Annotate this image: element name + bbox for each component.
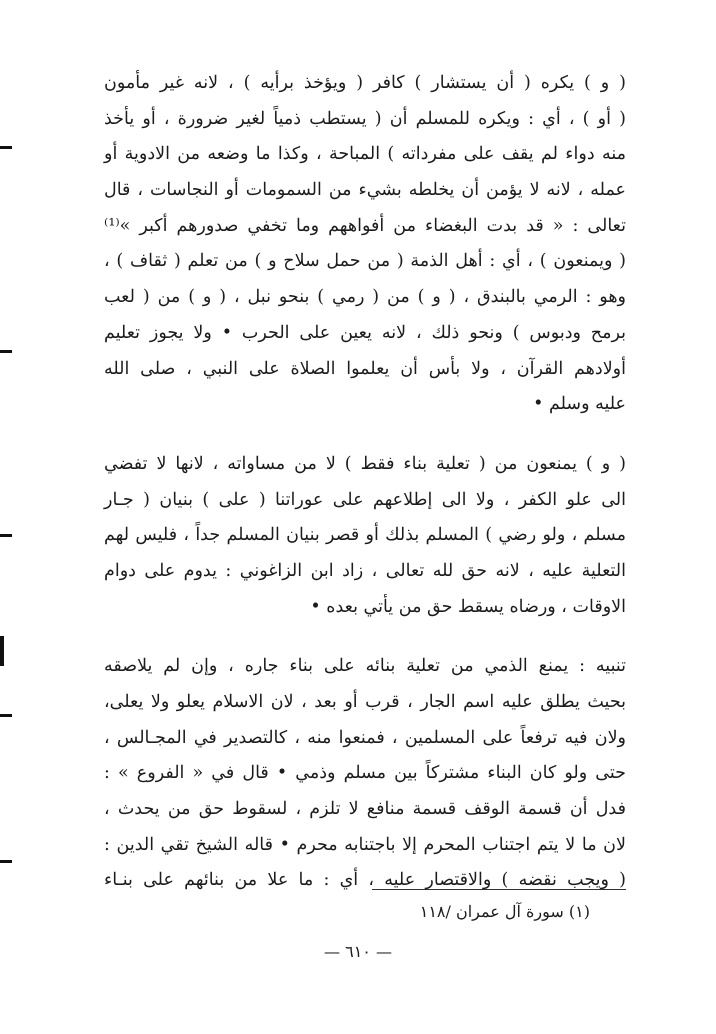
text-line: تعالى : « قد بدت البغضاء من أفواههم وما تخفي صدورهم أكبر »⁽¹⁾ <box>104 215 626 236</box>
text-line: منه دواء لم يقف على مفرداته ) المباحة ، وكذا ما وضعه من الادوية أو <box>104 144 626 165</box>
scan-edge-mark <box>0 350 12 353</box>
scan-edge-mark <box>0 860 12 863</box>
page-number: — ٦١٠ — <box>324 942 392 961</box>
text-line: ( ويمنعون ) ، أي : أهل الذمة ( من حمل سلاح و ) من تعلم ( ثقاف ) ، <box>104 251 626 272</box>
text-line: عمله ، لانه لا يؤمن أن يخلطه بشيء من السمومات أو النجاسات ، قال <box>104 180 626 201</box>
text-line: لان ما لا يتم اجتناب المحرم إلا باجتنابه محرم • قاله الشيخ تقي الدين : <box>104 834 626 855</box>
document-body <box>104 66 626 899</box>
text-line: ( ويجب نقضه ) والاقتصار عليه ، أي : ما علا من بنائهم على بنـاء <box>104 870 626 891</box>
text-line: حتى ولو كان البناء مشتركاً بين مسلم وذمي • قال في « الفروع » : <box>104 763 626 784</box>
scan-edge-mark <box>0 636 4 666</box>
text-line: ( أو ) ، أي : ويكره للمسلم أن ( يستطب ذمياً لغير ضرورة ، أو يأخذ <box>104 108 626 129</box>
text-line: مسلم ، ولو رضي ) المسلم بذلك أو قصر بنيان المسلم جداً ، فليس لهم <box>104 525 626 546</box>
text-line: وهو : الرمي بالبندق ، ( و ) من ( رمي ) بنحو نبل ، ( و ) من ( لعب <box>104 287 626 308</box>
text-line: الى علو الكفر ، ولا الى إطلاعهم على عوراتنا ( على ) بنيان ( جـار <box>104 489 626 510</box>
text-line: ولان فيه ترفعاً على المسلمين ، فمنعوا منه ، كالتصدير في المجـالس ، <box>104 727 626 748</box>
text-line: الاوقات ، ورضاه يسقط حق من يأتي بعده • <box>310 596 626 617</box>
text-line: عليه وسلم • <box>533 394 626 415</box>
text-line: ( و ) يكره ( أن يستشار ) كافر ( ويؤخذ برأيه ) ، لانه غير مأمون <box>104 73 626 93</box>
text-line: أولادهم القرآن ، ولا بأس أن يعلموا الصلاة على النبي ، صلى الله <box>104 358 626 379</box>
paragraph-3 <box>104 649 626 899</box>
paragraph-1 <box>104 66 626 423</box>
text-line: بحيث يطلق عليه اسم الجار ، قرب أو بعد ، لان الاسلام يعلو ولا يعلى، <box>104 692 626 712</box>
scan-edge-mark <box>0 714 12 717</box>
footnote-divider <box>372 889 626 890</box>
footnote: (١) سورة آل عمران /١١٨ <box>419 902 590 921</box>
text-line: ( و ) يمنعون من ( تعلية بناء فقط ) لا من مساواته ، لانها لا تفضي <box>104 453 626 474</box>
paragraph-2 <box>104 447 626 625</box>
scan-edge-mark <box>0 146 12 149</box>
scan-edge-mark <box>0 534 12 537</box>
text-line: تنبيه : يمنع الذمي من تعلية بنائه على بناء جاره ، وإن لم يلاصقه <box>104 656 626 677</box>
text-line: برمح ودبوس ) ونحو ذلك ، لانه يعين على الحرب • ولا يجوز تعليم <box>104 322 626 343</box>
text-line: فدل أن قسمة الوقف قسمة منافع لا تلزم ، لسقوط حق من يحدث ، <box>104 799 626 820</box>
text-line: التعلية عليه ، لانه حق لله تعالى ، زاد ابن الزاغوني : يدوم على دوام <box>104 560 626 581</box>
